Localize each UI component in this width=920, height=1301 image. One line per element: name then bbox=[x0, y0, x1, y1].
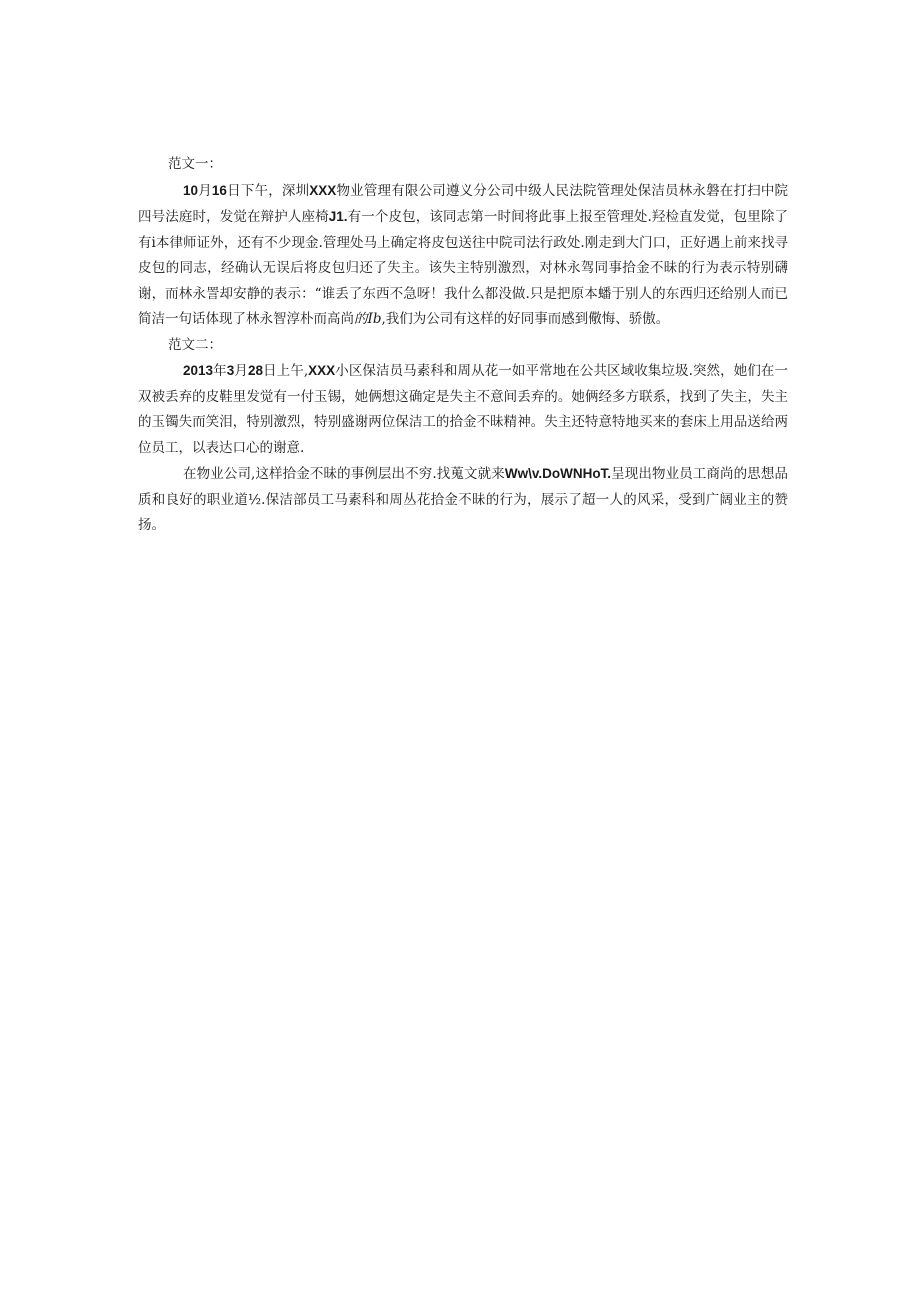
date-year-char: 年 bbox=[213, 363, 227, 379]
section-2-paragraph bbox=[138, 358, 788, 461]
text-run: 物业管理有限公司遵义分公司中级人民法院管理处保洁员林永磐在打扫中院四号法庭时，发觉在辩护人座椅 bbox=[138, 182, 789, 225]
text-run: 有一个皮包，该同志第一时间将此事上报至管理处.羟检直发觉，包里除了有i本律师证外，还有不少现金.管理处马上确定将皮包送往中院司法行政处.刚走到大门口，正好遇上前来找寻皮包的同志，经确认无误后将皮包归还了失主。该失主特别激烈，对林永驾同事拾金不昧的行为表示特别礴谢，而林永詈却安静的表示：“谁丢了东西不急呀！我什么都没做.只是把原本蟠于别人的东西归还给别人而已简洁一句话体现了林永智淳朴而高尚 bbox=[138, 209, 788, 327]
text-run: 小区保洁员马素科和周从花一如平常地在公共区域收集垃圾.突然，她们在一双被丢弃的皮鞋里发觉有一付玉锡，她俩想这确定是失主不意间丢弃的。她俩经多方联系，找到了失主，失主的玉镯失而笑泪，特别激烈，特别盛谢两位保洁工的拾金不昧精神。失主还特意特地买来的套床上用品送给两位员工，以表达口心的谢意. bbox=[138, 363, 789, 456]
website-text: Ww\v.DoWNHoT. bbox=[504, 466, 612, 481]
date-month-char: 月 bbox=[198, 182, 212, 199]
closing-paragraph bbox=[138, 461, 788, 539]
document-body bbox=[138, 152, 788, 539]
section-1-heading: 范文一： bbox=[168, 156, 222, 172]
section-1-paragraph bbox=[138, 178, 788, 333]
garbled-italic-text: 的Ib bbox=[354, 311, 382, 327]
date-month-number: 3 bbox=[226, 363, 235, 378]
text-run: 在物业公司,这样拾金不昧的事例层出不穷.找蒐文就来 bbox=[183, 466, 505, 482]
company-placeholder: XXX bbox=[309, 182, 337, 198]
seat-code: J1. bbox=[328, 209, 348, 224]
text-run: ,我们为公司有这样的好同事而感到儆悔、骄傲。 bbox=[381, 311, 670, 327]
date-month-number: 10 bbox=[183, 182, 199, 198]
community-placeholder: XXX bbox=[308, 363, 336, 378]
date-day-number: 28 bbox=[247, 363, 263, 378]
section-2-heading: 范文二： bbox=[168, 336, 222, 353]
date-year-number: 2013 bbox=[183, 363, 214, 378]
date-month-char: 月 bbox=[234, 363, 248, 379]
text-run: 日上午, bbox=[262, 363, 309, 379]
text-run: 呈现出物业员工商尚的思想品质和良好的职业道½.保洁部员工马素科和周丛花拾金不昧的行为，展示了超一人的风采，受到广阔业主的赞扬。 bbox=[138, 466, 788, 533]
text-run: 日下午，深圳 bbox=[226, 182, 310, 199]
date-day-number: 16 bbox=[211, 182, 227, 198]
